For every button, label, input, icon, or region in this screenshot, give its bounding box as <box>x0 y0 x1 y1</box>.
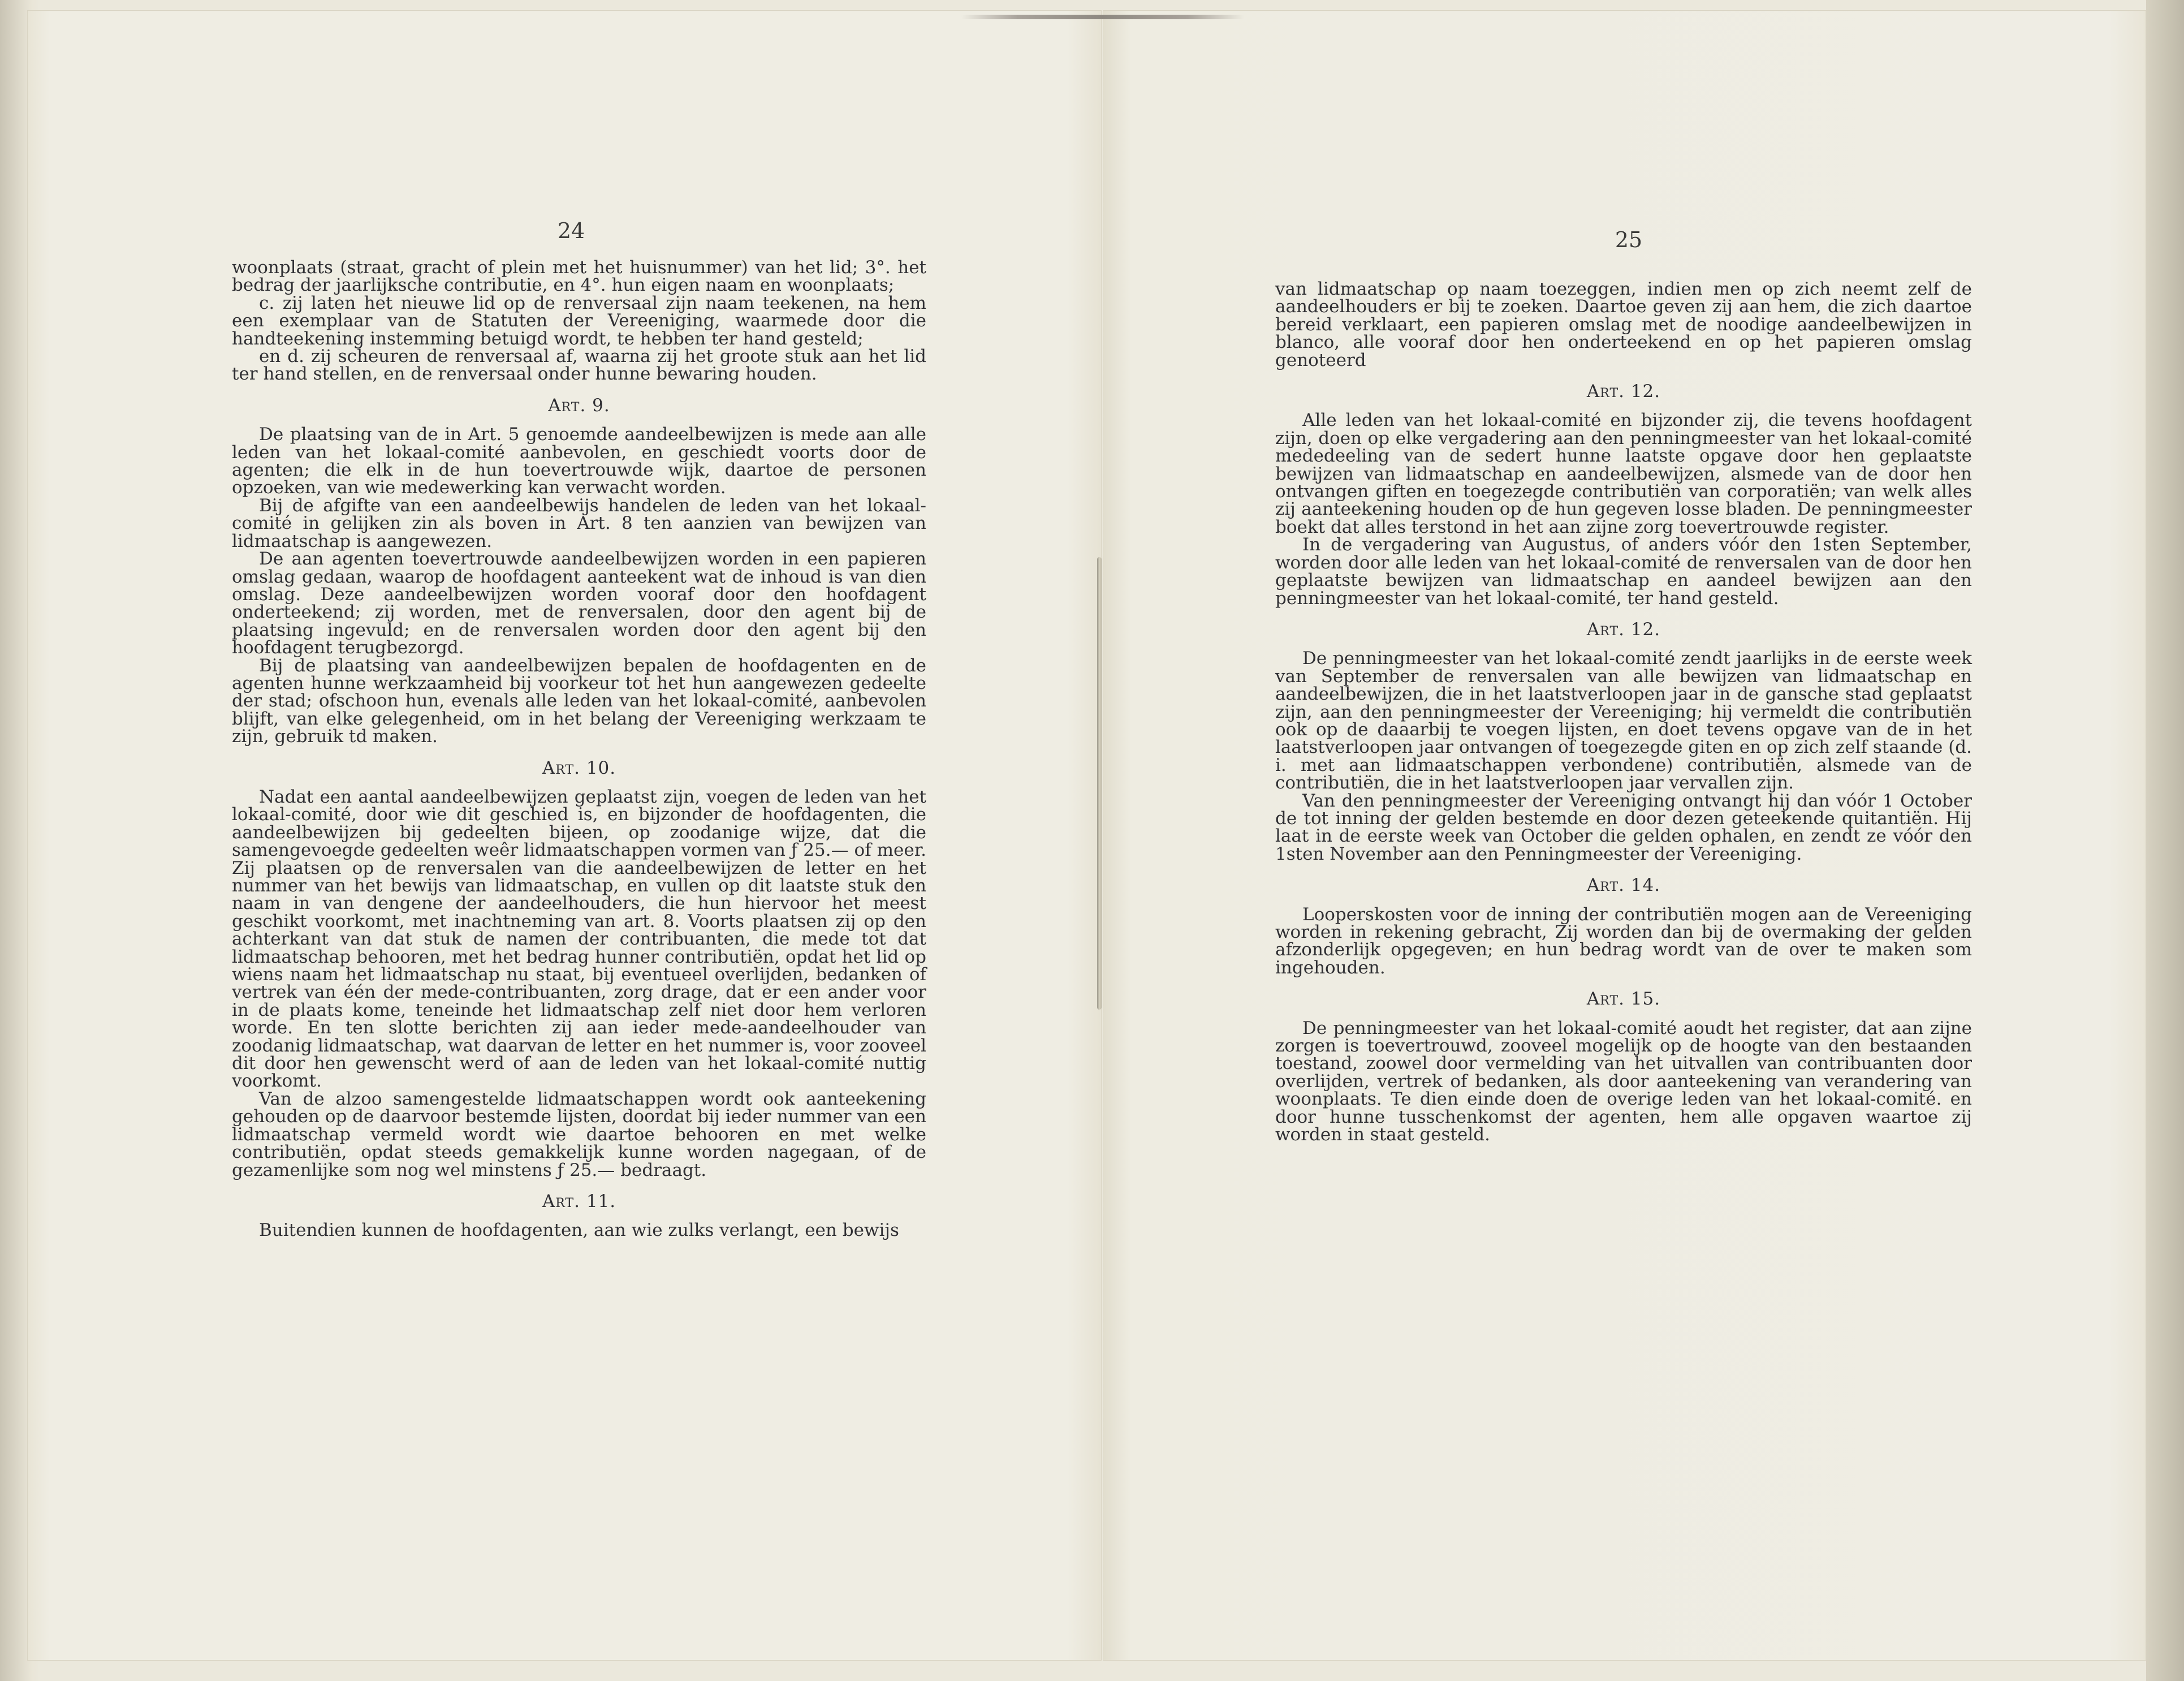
paragraph: De penningmeester van het lokaal-comité aoudt het register, dat aan zijne zorgen is toevertrouwd, zooveel mogelijk op de hoogte van den bestaanden toestand, zoowel door vermelding van het uitvallen van contribuanten door overlijden, vertrek of bedanken, als door aanteekening van verandering van woonplaats. Te dien einde doen de overige leden van het lokaal-comité. en door hunne tusschenkomst der agenten, hem alle opgaven waartoe zij worden in staat gesteld. <box>1275 1018 1972 1145</box>
page-number-right: 25 <box>1615 227 1643 252</box>
paragraph: en d. zij scheuren de renversaal af, waarna zij het groote stuk aan het lid ter hand stellen, en de renversaal onder hunne bewaring houden. <box>232 346 926 385</box>
binding-shadow <box>961 15 1244 19</box>
page-stack-edge <box>2146 0 2184 1681</box>
article-heading: Art. 15. <box>1586 989 1661 1010</box>
page-number-left: 24 <box>557 218 585 243</box>
article-heading: Art. 11. <box>542 1191 616 1212</box>
paragraph: Nadat een aantal aandeelbewijzen geplaatst zijn, voegen de leden van het lokaal-comité, door wie dit geschied is, en bijzonder de hoofdagenten, die aandeelbewijzen bij gedeelten bijeen, op zoodanige wijze, dat die samengevoegde gedeelten weêr lidmaatschappen vormen van ƒ 25.— of meer. Zij plaatsen op de renversalen van die aandeelbewijzen de letter en het nummer van het bewijs van lidmaatschap, en vullen op dit laatste stuk den naam in van dengene der aandeelhouders, die hun hiervoor het meest geschikt voorkomt, met inachtneming van art. 8. Voorts plaatsen zij op den achterkant van dat stuk de namen der contribuanten, die mede tot dat lidmaatschap behooren, met het bedrag hunner contributiën, opdat het lid op wiens naam het lidmaatschap nu staat, bij eventueel overlijden, bedanken of vertrek van één der mede-contribuanten, zorg drage, dat er een ander voor in de plaats kome, teneinde het lidmaatschap zelf niet door hem verloren worde. En ten slotte berichten zij aan ieder mede-aandeelhouder van zoodanig lidmaatschap, wat daarvan de letter en het nummer is, voor zooveel dit door hen gewenscht werd of aan de leden van het lokaal-comité nuttig voorkomt. <box>232 786 926 1092</box>
paragraph: van lidmaatschap op naam toezeggen, indien men op zich neemt zelf de aandeelhouders er bij te zoeken. Daartoe geven zij aan hem, die zich daartoe bereid verklaart, een papieren omslag met de noodige aandeelbewijzen in blanco, alle vooraf door hen onderteekend en op het papieren omslag genoteerd <box>1275 279 1972 370</box>
paragraph: De plaatsing van de in Art. 5 genoemde aandeelbewijzen is mede aan alle leden van het lokaal-comité aanbevolen, en geschiedt voorts door de agenten; die elk in de hun toevertrouwde wijk, daartoe de personen opzoeken, van wie medewerking kan verwacht worden. <box>232 424 926 498</box>
paragraph: Looperskosten voor de inning der contributiën mogen aan de Vereeniging worden in rekening gebracht, Zij worden dan bij de overmaking der gelden afzonderlijk opgegeven; en hun bedrag wordt van de over te maken som ingehouden. <box>1275 904 1972 978</box>
article-heading: Art. 10. <box>542 757 616 778</box>
paragraph: Alle leden van het lokaal-comité en bijzonder zij, die tevens hoofdagent zijn, doen op elke vergadering aan den penningmeester van het lokaal-comité mededeeling van de sedert hunne laatste opgave door hen geplaatste bewijzen van lidmaatschap en aandeelbewijzen, alsmede van de door hen ontvangen giften en toegezegde contributiën van corporatiën; van welk alles zij aanteekening houden op de hun gegeven losse bladen. De penningmeester boekt dat alles terstond in het aan zijne zorg toevertrouwde register. <box>1275 410 1972 537</box>
paragraph: De aan agenten toevertrouwde aandeelbewijzen worden in een papieren omslag gedaan, waarop de hoofdagent aanteekent wat de inhoud is van dien omslag. Deze aandeelbewijzen worden vooraf door den hoofdagent onderteekend; zij worden, met de renversalen, door den agent bij de plaatsing ingevuld; en de renversalen worden door den agent bij den hoofdagent terugbezorgd. <box>232 549 926 658</box>
paragraph: Buitendien kunnen de hoofdagenten, aan wie zulks verlangt, een bewijs <box>259 1220 899 1241</box>
paragraph: In de vergadering van Augustus, of anders vóór den 1sten September, worden door alle leden van het lokaal-comité de renversalen van de door hen geplaatste bewijzen van lidmaatschap en aandeel bewijzen aan den penningmeester van het lokaal-comité, ter hand gesteld. <box>1275 535 1972 609</box>
article-heading: Art. 9. <box>548 395 610 416</box>
article-heading: Art. 12. <box>1586 619 1661 640</box>
paragraph: woonplaats (straat, gracht of plein met het huisnummer) van het lid; 3°. het bedrag der jaarlijksche contributie, en 4°. hun eigen naam en woonplaats; <box>232 257 926 296</box>
paragraph: Van den penningmeester der Vereeniging ontvangt hij dan vóór 1 October de tot inning der gelden bestemde en door dezen geteekende quitantiën. Hij laat in de eerste week van October die gelden ophalen, en zendt ze vóór den 1sten November aan den Penningmeester der Vereeniging. <box>1275 790 1972 864</box>
paragraph: Bij de afgifte van een aandeelbewijs handelen de leden van het lokaal-comité in gelijken zin als boven in Art. 8 ten aanzien van bewijzen van lidmaatschap is aangewezen. <box>232 495 926 551</box>
paragraph: De penningmeester van het lokaal-comité zendt jaarlijks in de eerste week van September de renversalen van alle bewijzen van lidmaatschap en aandeelbewijzen, die in het laatstverloopen jaar in de gansche stad geplaatst zijn, aan den penningmeester der Vereeniging; hij vermeldt die contributiën ook op de daaarbij te voegen lijsten, en doet tevens opgave van de in het laatstverloopen jaar ontvangen of toegezegde giten en op zich zelf staande (d. i. met aan lidmaatschappen verbondene) contributiën, alsmede van de contributiën, die in het laatstverloopen jaar vervallen zijn. <box>1275 648 1972 794</box>
paragraph: c. zij laten het nieuwe lid op de renversaal zijn naam teekenen, na hem een exemplaar van de Statuten der Vereeniging, waarmede door die handteekening instemming betuigd wordt, te hebben ter hand gesteld; <box>232 292 926 349</box>
article-heading: Art. 12. <box>1586 381 1661 402</box>
left-page-text <box>232 259 926 1240</box>
paragraph: Bij de plaatsing van aandeelbewijzen bepalen de hoofdagenten en de agenten hunne werkzaamheid bij voorkeur tot het hun aangewezen gedeelte der stad; ofschoon hun, evenals alle leden van het lokaal-comité, aanbevolen blijft, van elke gelegenheid, om in het belang der Vereeniging werkzaam te zijn, gebruik td maken. <box>232 655 926 747</box>
article-heading: Art. 14. <box>1586 875 1661 896</box>
right-page-text <box>1275 281 1972 1144</box>
book-gutter <box>1097 557 1102 1010</box>
paragraph: Van de alzoo samengestelde lidmaatschappen wordt ook aanteekening gehouden op de daarvoor bestemde lijsten, doordat bij ieder nummer van een lidmaatschap vermeld wordt wie daartoe behooren en met welke contributiën, opdat steeds gemakkelijk kunne worden nagegaan, of de gezamenlijke som nog wel minstens ƒ 25.— bedraagt. <box>232 1088 926 1180</box>
